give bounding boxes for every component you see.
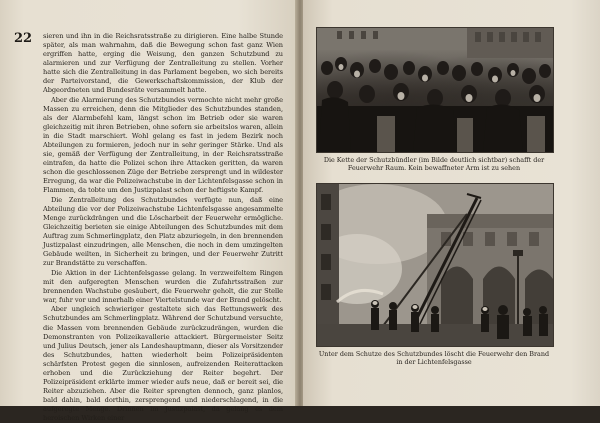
page-number: 22 [14,31,33,46]
crowd-photo-image [317,28,553,152]
paragraph: Die Aktion in der Lichtenfelsgasse gelang. In verzweifeltem Ringen mit den aufgeregten Menschen wurden die Zufahrtsstraßen zur brennenden Wachstube gesäubert, die Feuerwehr geholt, die zur Stelle war, fuhr vor und innerhalb einer Viertelstunde war der Brand gelöscht. [43,268,283,304]
body-text [43,32,283,423]
figure-caption: Die Kette der Schutzbündler (im Bilde deutlich sichtbar) schafft der Feuerwehr Raum. Kein bewaffneter Arm ist zu sehen [323,156,545,172]
paragraph: Aber die Alarmierung des Schutzbundes vermochte nicht mehr große Massen zu erreichen, denn die Mitglieder des Schutzbundes standen, als der Alarmbefehl kam, längst schon im Betrieb oder sie waren gleichzeitig mit ihren Betrieben, ohne sofern sie arbeitslos waren, allein in die Stadt marschiert. Wohl gelang es fast in jedem Bezirk noch Abteilungen zu formieren, jedoch nur in sehr geringer Stärke. Und als sie, gemäß der Verfügung der Zentralleitung, in der Reichsratsstraße eintrafen, da hatte die Polizei schon ihre Attacken geritten, da waren schon die geschlossenen Züge der Betriebe zersprengt und in wildester Erregung, da war die Polizeiwachstube in der Lichtenfelsgasse schon in Flammen, da tobte um den Justizpalast schon der heftigste Kampf. [43,95,283,195]
fire-brigade-photo [316,183,554,347]
left-page [0,0,297,422]
fire-brigade-photo-image [317,184,553,346]
paragraph: Aber ungleich schwieriger gestaltete sich das Rettungswerk des Schutzbundes am Schmerlingplatz. Während der Schutzbund versuchte, die Massen vom brennenden Gebäude zurückzudrängen, wurden die Demonstranten von Polizeikavallerie attackiert. Bürgermeister Seitz und Julius Deutsch, jener als Landeshauptmann, dieser als Vorsitzender des Schutzbundes, hatten wiederholt beim Polizeipräsidenten schärfsten Protest gegen die sinnlosen, aufreizenden Reiterattacken erhoben und die Zurückziehung der Reiter begehrt. Der Polizeipräsident erklärte immer wieder aufs neue, daß er bereit sei, die Reiter abzuziehen. Aber die Reiter sprengten dennoch, ganz planlos, bald dahin, bald dorthin, zersprengend und niederschlagend, in die aufgeregte Menge. Drinnen im Justizpalast, da gelang es dem heroischen Wirken einer [43,305,283,422]
paragraph: sieren und ihn in die Reichsratsstraße zu dirigieren. Eine halbe Stunde später, als man wahrnahm, daß die Bewegung schon fast ganz Wien ergriffen hatte, erging die Weisung, den ganzen Schutzbund zu alarmieren und zur Verfügung der Zentralleitung zu stellen. Vorher hatte sich die Zentralleitung in das Parlament begeben, wo sich bereits der Parteivorstand, die Gewerkschaftskommission, der Klub der Abgeordneten und Bundesräte versammelt hatte. [43,32,283,95]
figure-caption: Unter dem Schutze des Schutzbundes löscht die Feuerwehr den Brand in der Lichtenfelsgasse [318,350,550,366]
crowd-photo [316,27,554,153]
figure-fire-brigade [316,183,552,366]
paragraph: Die Zentralleitung des Schutzbundes verfügte nun, daß eine Abteilung die vor der Polizeiwachstube Lichtenfelsgasse angesammelte Menge zurückdrängen und die Löscharbeit der Feuerwehr ermögliche. Gleichzeitig berieten sie einige Abteilungen des Schutzbundes mit dem Auftrag zum Schmerlingplatz, den Platz abzuriegeln, in den brennenden Justizpalast einzudringen, alle Menschen, die noch in dem umzingelten Gebäude weilten, in Sicherheit zu bringen, und der Feuerwehr Zutritt zur Brandstätte zu verschaffen. [43,195,283,268]
figure-crowd [316,27,552,172]
